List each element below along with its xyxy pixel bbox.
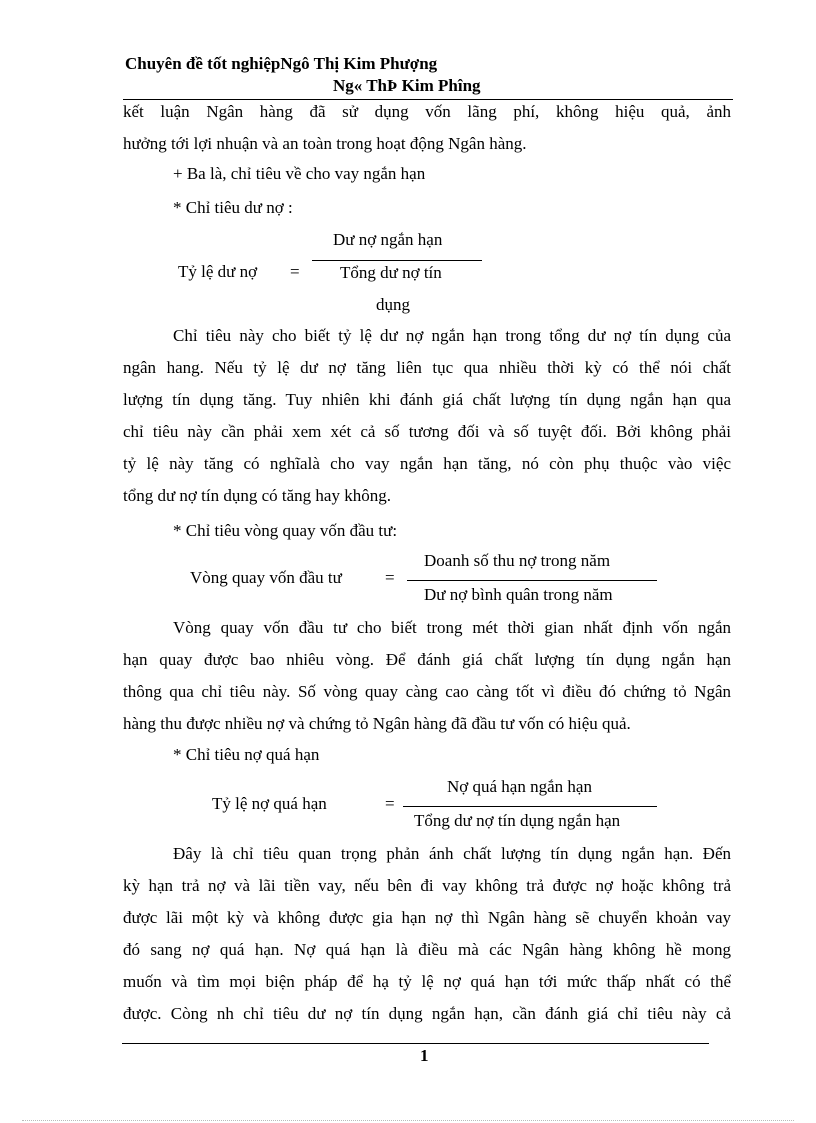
text-line: hạn quay được bao nhiêu vòng. Để đánh giá chất lượng tín dụng ngắn hạn [123, 650, 731, 669]
text-line: chỉ tiêu này cần phải xem xét cả số tương đối và số tuyệt đối. Bởi không phải [123, 422, 731, 441]
text-line: ngân hang. Nếu tỷ lệ dư nợ tăng liên tục qua nhiều thời kỳ có thể nói chất [123, 358, 731, 377]
text-line: thông qua chỉ tiêu này. Số vòng quay càng cao càng tốt vì điều đó chứng tỏ Ngân [123, 682, 731, 701]
text-line: đó sang nợ quá hạn. Nợ quá hạn là điều mà các Ngân hàng không hề mong [123, 940, 731, 959]
text-line: tổng dư nợ tín dụng có tăng hay không. [123, 486, 391, 505]
page-number: 1 [420, 1046, 429, 1065]
formula-denominator: Tổng dư nợ tín [340, 263, 442, 282]
fraction-bar [403, 806, 657, 807]
formula-label: Vòng quay vốn đầu tư [190, 568, 342, 587]
text-line: Vòng quay vốn đầu tư cho biết trong mét thời gian nhất định vốn ngắn [173, 618, 731, 637]
formula-label: Tỷ lệ dư nợ [178, 262, 258, 281]
item-three-heading: + Ba là, chỉ tiêu về cho vay ngắn hạn [173, 164, 426, 183]
formula-numerator: Doanh số thu nợ trong năm [424, 551, 611, 570]
text-line: hưởng tới lợi nhuận và an toàn trong hoạt động Ngân hàng. [123, 134, 527, 153]
text-line: tỷ lệ này tăng có nghĩalà cho vay ngắn hạn tăng, nó còn phụ thuộc vào việc [123, 454, 731, 473]
formula-label: Tỷ lệ nợ quá hạn [212, 794, 327, 813]
text-line: kỳ hạn trả nợ và lãi tiền vay, nếu bên đi vay không trả được nợ hoặc không trả [123, 876, 731, 895]
paragraph-3 [123, 612, 731, 740]
text-line: được. Còng nh chỉ tiêu dư nợ tín dụng ngắn hạn, cần đánh giá chỉ tiêu này cả [123, 1004, 731, 1023]
formula-equals: = [385, 568, 395, 587]
text-line: Đây là chỉ tiêu quan trọng phản ánh chất lượng tín dụng ngắn hạn. Đến [173, 844, 731, 863]
formula-equals: = [385, 794, 395, 813]
formula-equals: = [290, 262, 300, 281]
fraction-bar [312, 260, 482, 261]
criterion-overdue: * Chỉ tiêu nợ quá hạn [173, 745, 320, 764]
formula-numerator: Nợ quá hạn ngắn hạn [447, 777, 592, 796]
page-break-separator [22, 1120, 794, 1121]
header-title: Chuyên đề tốt nghiệpNgô Thị Kim Phượng [125, 54, 438, 73]
criterion-debt-balance: * Chỉ tiêu dư nợ : [173, 198, 293, 217]
formula-denominator: Tổng dư nợ tín dụng ngắn hạn [414, 811, 621, 830]
fraction-bar [407, 580, 657, 581]
criterion-turnover: * Chỉ tiêu vòng quay vốn đầu tư: [173, 521, 398, 540]
paragraph-4 [123, 838, 731, 1030]
formula-denominator: Dư nợ bình quân trong năm [424, 585, 613, 604]
footer-rule [122, 1043, 709, 1044]
text-line: hàng thu được nhiều nợ và chứng tỏ Ngân hàng đã đầu tư vốn có hiệu quả. [123, 714, 631, 733]
text-line: kết luận Ngân hàng đã sử dụng vốn lãng phí, không hiệu quả, ảnh [123, 102, 731, 121]
page-header [123, 54, 733, 100]
paragraph-2 [123, 320, 731, 512]
paragraph-1 [123, 96, 731, 160]
formula-numerator: Dư nợ ngắn hạn [333, 230, 443, 249]
text-line: Chỉ tiêu này cho biết tỷ lệ dư nợ ngắn hạn trong tổng dư nợ tín dụng của [173, 326, 731, 345]
text-line: được lãi một kỳ và không được gia hạn nợ thì Ngân hàng sẽ chuyển khoản vay [123, 908, 731, 927]
formula-denominator-continued: dụng [376, 295, 410, 314]
text-line: lượng tín dụng tăng. Tuy nhiên khi đánh giá chất lượng tín dụng ngắn hạn qua [123, 390, 731, 409]
text-line: muốn và tìm mọi biện pháp để hạ tỷ lệ nợ quá hạn tới mức thấp nhất có thể [123, 972, 731, 991]
header-author-encoded: Ng« ThÞ Kim Phîng [333, 76, 481, 95]
